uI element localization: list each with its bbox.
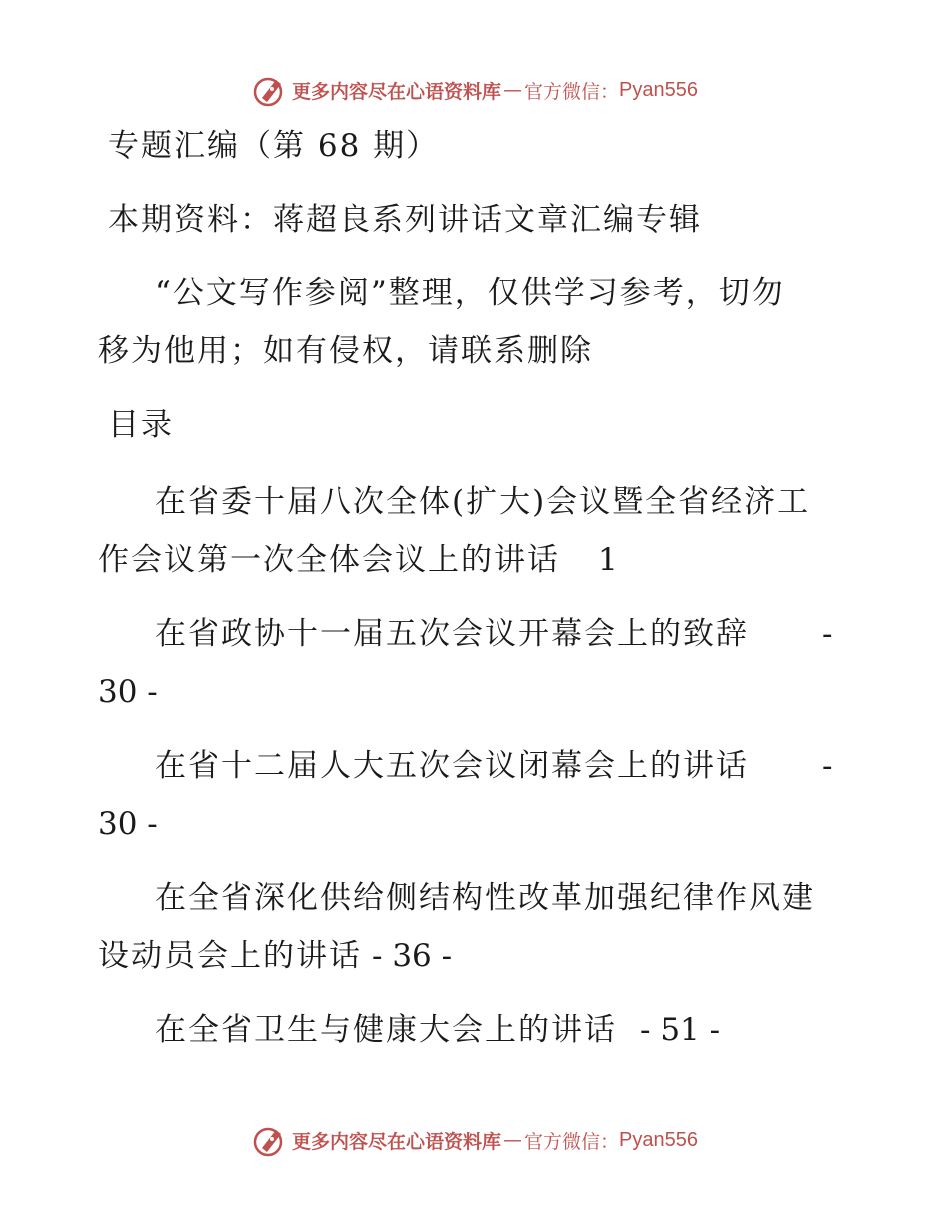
series-title: 专题汇编（第 68 期） xyxy=(108,128,440,164)
banner-dash: — xyxy=(503,1129,523,1151)
banner-contact-id: Pyan556 xyxy=(619,1128,698,1151)
toc-heading: 目录 xyxy=(108,407,174,443)
toc-entry-3-page: 30 - xyxy=(98,806,158,842)
toc-entry-3-page-dash: - xyxy=(822,748,833,784)
toc-entry-3-line-1[interactable]: 在省十二届人大五次会议闭幕会上的讲话 xyxy=(155,748,749,784)
toc-entry-5-page: - 51 - xyxy=(640,1012,721,1048)
toc-entry-4-line-1[interactable]: 在全省深化供给侧结构性改革加强纪律作风建 xyxy=(155,880,815,916)
toc-entry-1-line-2[interactable]: 作会议第一次全体会议上的讲话 xyxy=(98,542,560,578)
banner-contact-id: Pyan556 xyxy=(619,78,698,101)
banner-dash: — xyxy=(503,79,523,101)
banner-contact-label: 官方微信： xyxy=(524,80,620,103)
toc-entry-4-page: - 36 - xyxy=(372,938,453,974)
toc-entry-1-line-1[interactable]: 在省委十届八次全体(扩大)会议暨全省经济工 xyxy=(155,484,811,520)
notice-line-1: “公文写作参阅”整理，仅供学习参考，切勿 xyxy=(155,275,785,311)
notice-line-2: 移为他用；如有侵权，请联系删除 xyxy=(98,333,593,369)
issue-line: 本期资料：蒋超良系列讲话文章汇编专辑 xyxy=(108,202,702,238)
toc-entry-2-page-dash: - xyxy=(822,616,833,652)
pen-nib-circle-icon xyxy=(252,72,288,108)
pen-nib-circle-icon xyxy=(252,1122,288,1158)
toc-entry-2-line-1[interactable]: 在省政协十一届五次会议开幕会上的致辞 xyxy=(155,616,749,652)
toc-entry-4-line-2[interactable]: 设动员会上的讲话 xyxy=(98,938,362,974)
banner-main-text: 更多内容尽在心语资料库 xyxy=(292,1130,502,1153)
banner-contact-label: 官方微信： xyxy=(524,1130,620,1153)
toc-entry-1-page: 1 xyxy=(598,542,618,578)
bottom-watermark-banner xyxy=(0,1120,950,1160)
toc-entry-5-line-1[interactable]: 在全省卫生与健康大会上的讲话 xyxy=(155,1012,617,1048)
toc-entry-2-page: 30 - xyxy=(98,674,158,710)
top-watermark-banner xyxy=(0,70,950,110)
banner-main-text: 更多内容尽在心语资料库 xyxy=(292,80,502,103)
